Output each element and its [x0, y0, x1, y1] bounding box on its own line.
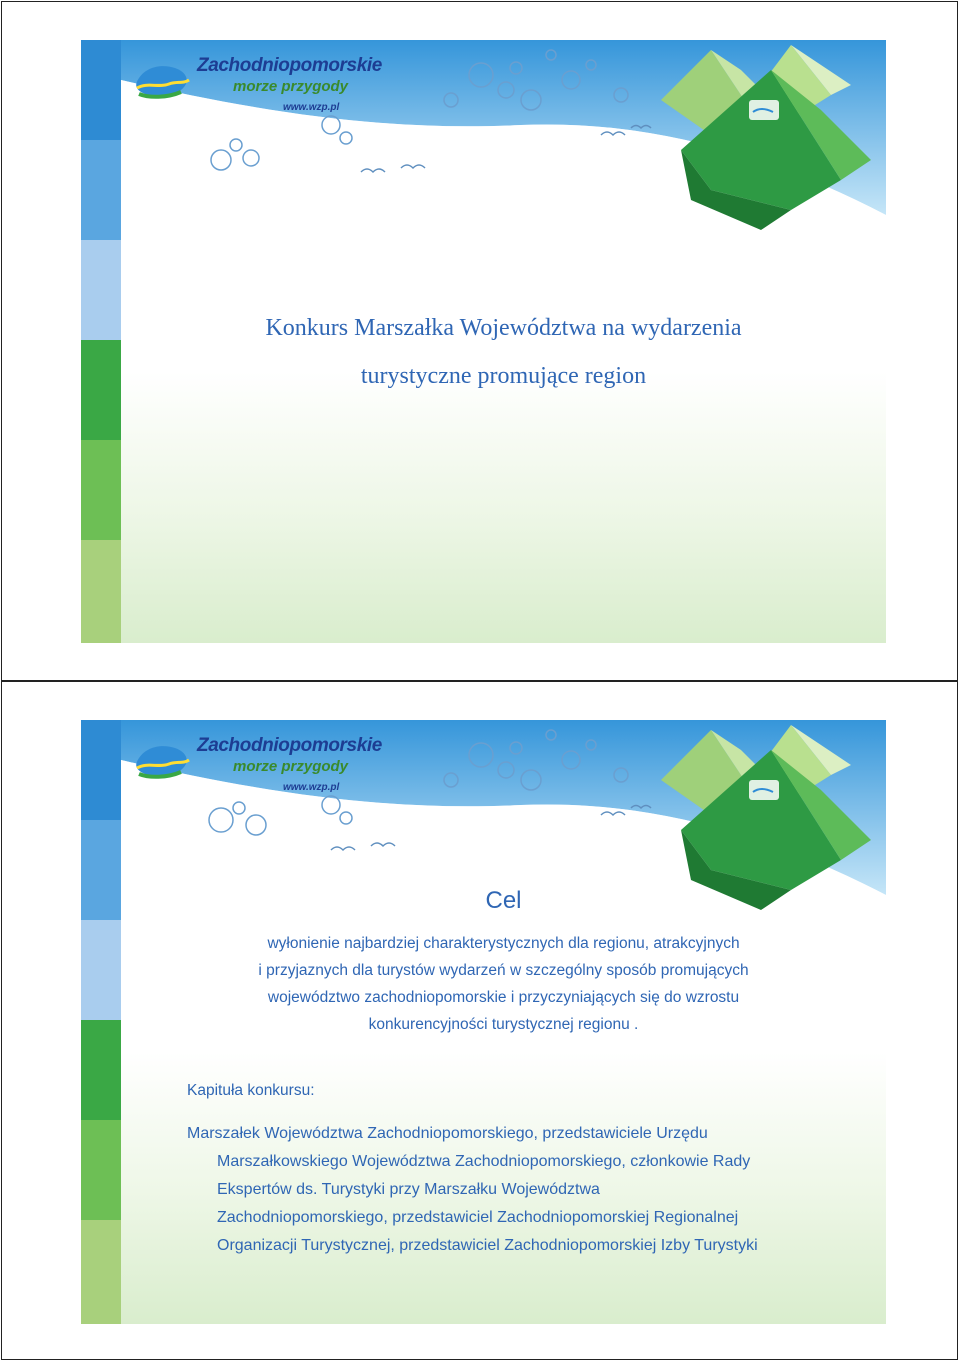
paper-boats-icon: [641, 720, 886, 960]
kapitula-line: Marszałkowskiego Województwa Zachodniopomorskiego, członkowie Rady: [217, 1153, 751, 1170]
logo-tagline: morze przygody: [233, 758, 349, 775]
logo-url: www.wzp.pl: [283, 102, 340, 113]
stripe-mid-green: [81, 1120, 121, 1220]
page-2: [1, 681, 958, 1360]
stripe-blue: [81, 40, 121, 140]
stripe-light-blue: [81, 920, 121, 1020]
stripe-light-green: [81, 1220, 121, 1324]
logo-title: Zachodniopomorskie: [197, 735, 382, 756]
logo-url: www.wzp.pl: [283, 782, 340, 793]
stripe-green: [81, 1020, 121, 1120]
goal-paragraph: [121, 930, 886, 1038]
goal-line: wyłonienie najbardziej charakterystycznych dla regionu, atrakcyjnych: [267, 935, 740, 952]
goal-line: i przyjaznych dla turystów wydarzeń w szczególny sposób promujących: [258, 962, 749, 979]
slide-2: [81, 720, 886, 1324]
slide-1: [81, 40, 886, 643]
stripe-light-blue: [81, 240, 121, 340]
slide-title-line-2: turystyczne promujące region: [360, 363, 647, 389]
goal-line: województwo zachodniopomorskie i przyczyniających się do wzrostu: [267, 989, 740, 1006]
goal-line: konkurencyjności turystycznej regionu .: [368, 1016, 639, 1033]
section-heading: Cel: [485, 887, 522, 914]
stripe-mid-green: [81, 440, 121, 540]
kapitula-paragraph: [187, 1120, 758, 1260]
stripe-green: [81, 340, 121, 440]
kapitula-line: Ekspertów ds. Turystyki przy Marszałku Województwa: [217, 1181, 600, 1198]
stripe-mid-blue: [81, 140, 121, 240]
slide-title: [121, 304, 886, 400]
slide-title-line-1: Konkurs Marszałka Województwa na wydarzenia: [265, 315, 742, 341]
side-stripes: [81, 40, 121, 643]
stripe-blue: [81, 720, 121, 820]
logo: [133, 732, 382, 800]
stripe-light-green: [81, 540, 121, 643]
logo-title: Zachodniopomorskie: [197, 55, 382, 76]
page-1: [1, 1, 958, 681]
stripe-mid-blue: [81, 820, 121, 920]
logo-tagline: morze przygody: [233, 78, 349, 95]
kapitula-line: Zachodniopomorskiego, przedstawiciel Zachodniopomorskiej Regionalnej: [217, 1209, 739, 1226]
paper-boats-icon: [641, 40, 886, 280]
kapitula-line: Marszałek Województwa Zachodniopomorskiego, przedstawiciele Urzędu: [187, 1125, 708, 1142]
side-stripes: [81, 720, 121, 1324]
logo-map-icon: [133, 738, 193, 782]
logo-map-icon: [133, 58, 193, 102]
kapitula-line: Organizacji Turystycznej, przedstawiciel Zachodniopomorskiej Izby Turystyki: [217, 1237, 758, 1254]
logo: [133, 52, 382, 120]
kapitula-label: Kapituła konkursu:: [187, 1082, 315, 1099]
